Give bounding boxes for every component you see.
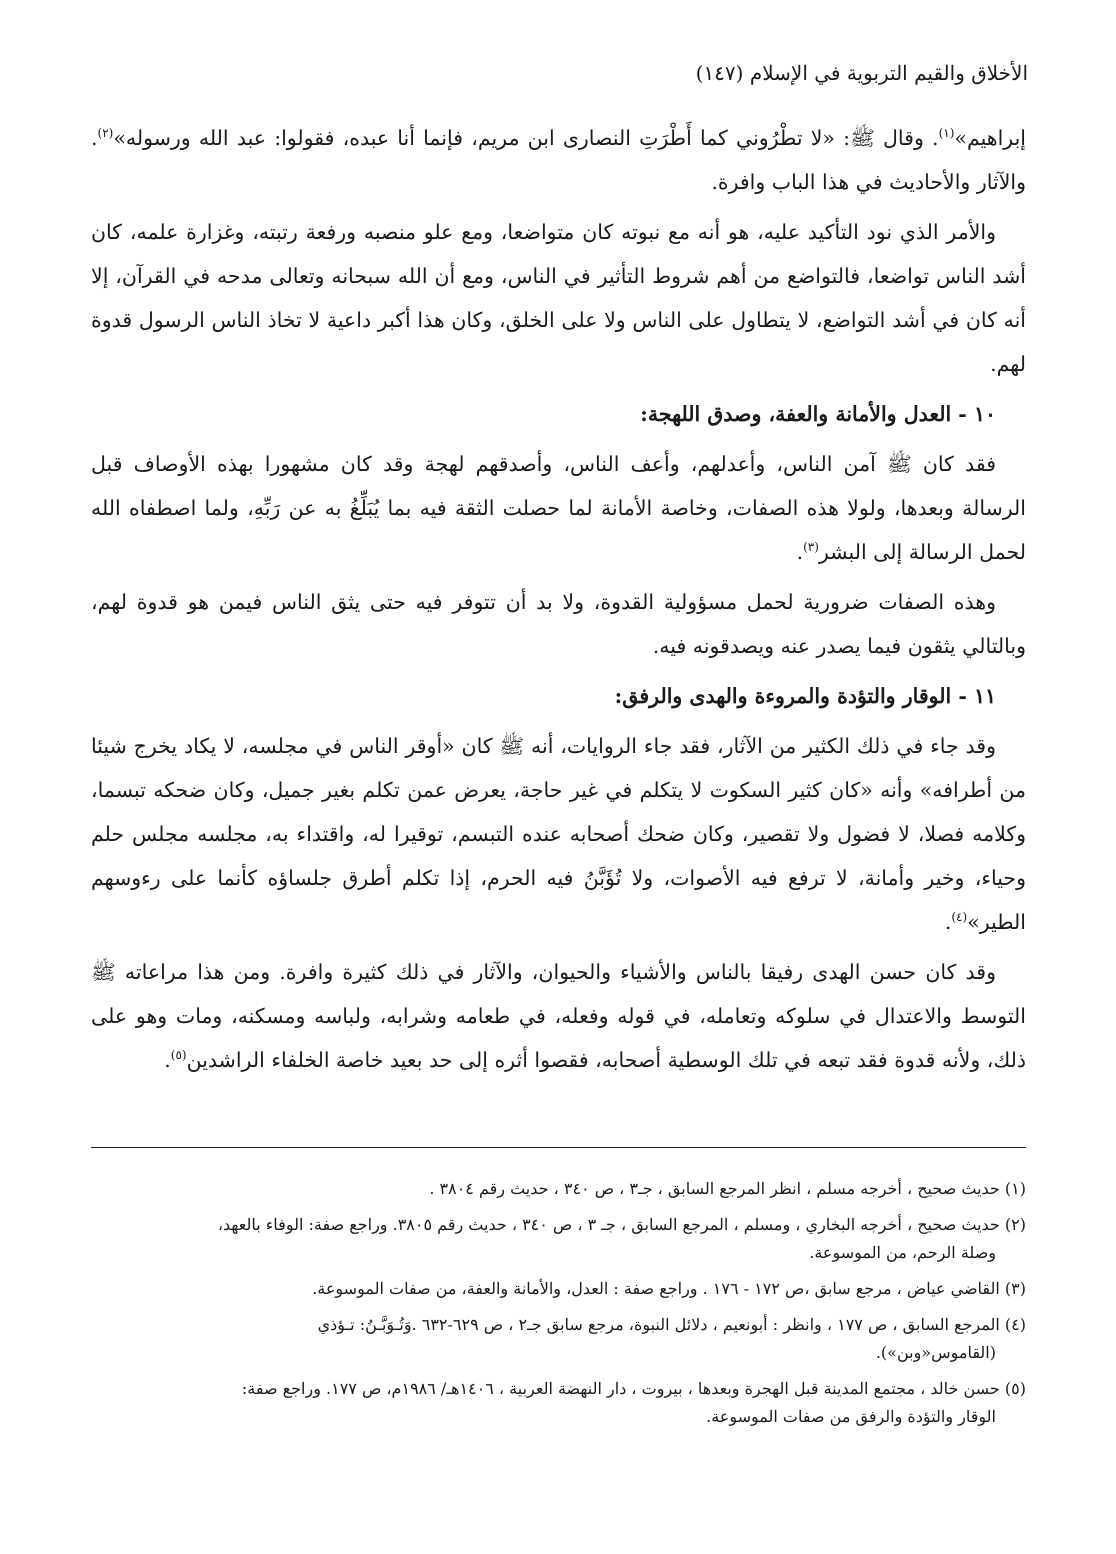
- footnote-divider: [91, 1147, 1026, 1148]
- paragraph-text: إبراهيم»: [954, 126, 1026, 150]
- footnote-continuation: وصلة الرحم، من الموسوعة.: [809, 1243, 996, 1262]
- footnote-ref: (١): [938, 126, 955, 141]
- footnote-ref: (٣): [803, 540, 819, 555]
- running-header: [696, 58, 1028, 88]
- footnote: [91, 1275, 1026, 1303]
- paragraph-text: وقد كان حسن الهدى رفيقا بالناس والأشياء والحيوان، والآثار في ذلك كثيرة وافرة. ومن هذا مراعاته ﷺ التوسط والاعتدال في سلوكه وتعامله، في قوله وفعله، في طعامه وشرابه، ولباسه ومسكنه، ومات وهو على ذلك، ولأنه قدوة فقد تبعه في تلك الوسطية أصحابه، فقصوا أثره إلى حد بعيد خاصة الخلفاء الراشدين: [91, 960, 1026, 1072]
- page-number: (١٤٧): [695, 61, 744, 85]
- paragraph: وهذه الصفات ضرورية لحمل مسؤولية القدوة، ولا بد أن تتوفر فيه حتى يثق الناس فيمن هو قدوة لهم، وبالتالي يثقون فيما يصدر عنه ويصدقونه فيه.: [91, 590, 1026, 658]
- main-text: [91, 116, 1026, 1088]
- paragraph-text: وقد جاء في ذلك الكثير من الآثار، فقد جاء الروايات، أنه ﷺ كان «أوقر الناس في مجلسه، لا يكاد يخرج شيئا من أطرافه» وأنه «كان كثير السكوت لا يتكلم في غير حاجة، يعرض عمن تكلم بغير جميل، وكان ضحكه تبسما، وكلامه فصلا، لا فضول ولا تقصير، وكان ضحك أصحابه عنده التبسم، توقيرا له، واقتداء به، مجلسه مجلس حلم وحياء، وخير وأمانة، لا ترفع فيه الأصوات، ولا تُؤَبَّنُ فيه الحرم، إذا تكلم أطرق جلساؤه كأنما على رءوسهم الطير»: [91, 734, 1026, 934]
- footnote-text: حديث صحيح ، أخرجه البخاري ، ومسلم ، المرجع السابق ، جـ ٣ ، ص ٣٤٠ ، حديث رقم ٣٨٠٥. وراجع صفة: الوفاء بالعهد،: [217, 1215, 1000, 1234]
- footnote-number: (٣): [1004, 1279, 1026, 1298]
- footnote: [91, 1311, 1026, 1367]
- paragraph-text: .: [944, 910, 952, 934]
- paragraph-text: .: [796, 540, 804, 564]
- footnote-number: (١): [1004, 1179, 1026, 1198]
- section-heading: ١١ - الوقار والتؤدة والمروءة والهدى والرفق:: [614, 684, 996, 708]
- footnote-ref: (٥): [170, 1048, 187, 1063]
- footnote: [91, 1211, 1026, 1267]
- footnote-number: (٥): [1004, 1379, 1026, 1398]
- footnote-ref: (٢): [97, 126, 114, 141]
- paragraph-text: .: [164, 1048, 171, 1072]
- running-title: الأخلاق والقيم التربوية في الإسلام: [749, 61, 1028, 85]
- footnote-text: القاضي عياض ، مرجع سابق ،ص ١٧٢ - ١٧٦ . وراجع صفة : العدل، والأمانة والعفة، من صفات الموسوعة.: [312, 1279, 1000, 1298]
- footnote-text: المرجع السابق ، ص ١٧٧ ، وانظر : أبونعيم ، دلائل النبوة، مرجع سابق جـ٢ ، ص ٦٢٩-٦٣٢ .وَتُـوَبَّـنُ: تـؤذي: [317, 1315, 1000, 1334]
- paragraph-text: فقد كان ﷺ آمن الناس، وأعدلهم، وأعف الناس، وأصدقهم لهجة وقد كان مشهورا بهذه الأوصاف قبل الرسالة وبعدها، ولولا هذه الصفات، وخاصة الأمانة لما حصلت الثقة فيه بما يُبَلِّغُ به عن رَبِّهِ، ولما اصطفاه الله لحمل الرسالة إلى البشر: [91, 452, 1026, 564]
- paragraph: [91, 724, 1026, 944]
- paragraph-text: . وقال ﷺ: «لا تطْرُوني كما أَطْرَتِ النصارى ابن مريم، فإنما أنا عبده، فقولوا: عبد الله ورسوله»: [113, 126, 939, 150]
- footnote-continuation: الوقار والتؤدة والرفق من صفات الموسوعة.: [706, 1407, 996, 1426]
- footnote-text: حسن خالد ، مجتمع المدينة قبل الهجرة وبعدها ، بيروت ، دار النهضة العربية ، ١٤٠٦هـ/ ١٩٨٦م، ص ١٧٧. وراجع صفة:: [241, 1379, 1000, 1398]
- paragraph: والأمر الذي نود التأكيد عليه، هو أنه مع نبوته كان متواضعا، ومع علو منصبه ورفعة رتبته، وغزارة علمه، كان أشد الناس تواضعا، فالتواضع من أهم شروط التأثير في الناس، ومع أن الله سبحانه وتعالى مدحه في القرآن، إلا أنه كان في أشد التواضع، لا يتطاول على الناس ولا على الخلق، وكان هذا أكبر داعية لا تخاذ الناس الرسول قدوة لهم.: [91, 220, 1026, 376]
- footnote: [91, 1175, 1026, 1203]
- footnote-number: (٢): [1004, 1215, 1026, 1234]
- footnote-ref: (٤): [951, 910, 968, 925]
- paragraph-text: . والآثار والأحاديث في هذا الباب وافرة.: [91, 126, 1026, 194]
- footnote-text: حديث صحيح ، أخرجه مسلم ، انظر المرجع السابق ، جـ٣ ، ص ٣٤٠ ، حديث رقم ٣٨٠٤ .: [429, 1179, 1000, 1198]
- footnote-continuation: (القاموس«وبن»).: [875, 1343, 996, 1362]
- footnote-number: (٤): [1004, 1315, 1026, 1334]
- paragraph: [91, 950, 1026, 1082]
- section-heading: ١٠ - العدل والأمانة والعفة، وصدق اللهجة:: [640, 402, 996, 426]
- footnote: [91, 1375, 1026, 1431]
- paragraph: [91, 442, 1026, 574]
- paragraph: [91, 116, 1026, 204]
- footnotes: [91, 1175, 1026, 1439]
